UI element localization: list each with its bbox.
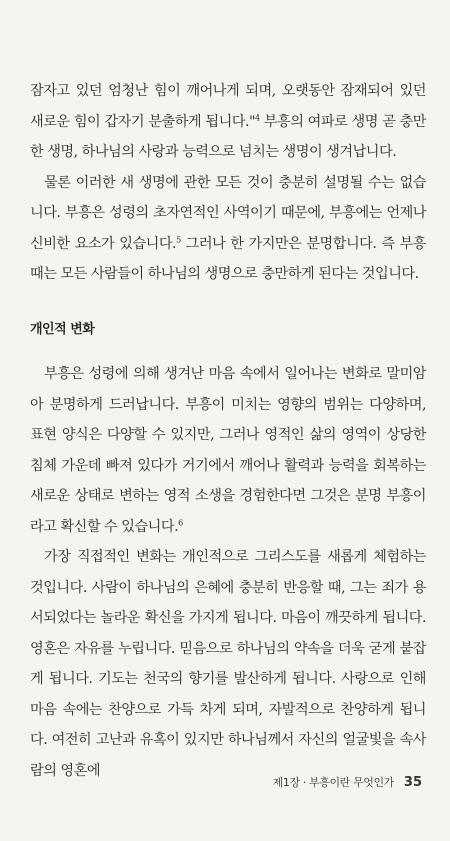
paragraph-3 (30, 359, 426, 542)
footnote-marker-5: 5 (176, 234, 181, 244)
paragraph-4-text: 가장 직접적인 변화는 개인적으로 그리스도를 새롭게 체험하는 것입니다. 사람이 하나님의 은혜에 충분히 반응할 때, 그는 죄가 용서되었다는 놀라운 확신을 가지게 됩니다. 마음이 깨끗하게 됩니다. 영혼은 자유를 누립니다. 믿음으로 하나님의 약속을 더욱 굳게 붙잡게 됩니다. 기도는 천국의 향기를 발산하게 됩니다. 사랑으로 인해 마음 속에는 찬양으로 가득 차게 되며, 자발적으로 찬양하게 됩니다. 여전히 고난과 유혹이 있지만 하나님께서 자신의 얼굴빛을 속사람의 영혼에 (30, 549, 426, 779)
paragraph-continued (30, 76, 426, 290)
paragraph-1-text-b: 부흥의 여파로 생명 곧 충만한 생명, 하나님의 사랑과 능력으로 넘치는 생명이 생겨납니다. (30, 113, 426, 160)
paragraph-1-text-a: 잠자고 있던 엄청난 힘이 깨어나게 되며, 오랫동안 잠재되어 있던 새로운 힘이 갑자기 분출하게 됩니다." (30, 83, 426, 130)
paragraph-2-text-b: 그러나 한 가지만은 분명합니다. 즉 부흥 때는 모든 사람들이 하나님의 생명으로 충만하게 된다는 것입니다. (30, 235, 426, 282)
footnote-marker-6: 6 (178, 517, 183, 527)
paragraph-2-text-a: 물론 이러한 새 생명에 관한 모든 것이 충분히 설명될 수는 없습니다. 부흥은 성령의 초자연적인 사역이기 때문에, 부흥에는 언제나 신비한 요소가 있습니다. (30, 174, 426, 252)
running-footer-chapter: 제1장 · 부흥이란 무엇인가 (272, 776, 394, 789)
paragraph-1 (30, 76, 426, 168)
paragraph-3-text: 부흥은 성령에 의해 생겨난 마음 속에서 일어나는 변화로 말미암아 분명하게 드러납니다. 부흥이 미치는 영향의 범위는 다양하며, 표현 양식은 다양할 수 있지만, 그러나 영적인 삶의 영역이 상당한 침체 가운데 빠져 있다가 거기에서 깨어나 활력과 능력을 회복하는 새로운 상태로 변하는 영적 소생을 경험한다면 그것은 분명 부흥이라고 확신할 수 있습니다. (30, 366, 426, 535)
section-heading: 개인적 변화 (30, 322, 95, 337)
section-body (30, 359, 426, 786)
page-footer (273, 774, 422, 790)
paragraph-4 (30, 542, 426, 786)
footnote-marker-4: 4 (255, 112, 260, 122)
paragraph-2 (30, 168, 426, 290)
page-number: 35 (403, 775, 422, 790)
